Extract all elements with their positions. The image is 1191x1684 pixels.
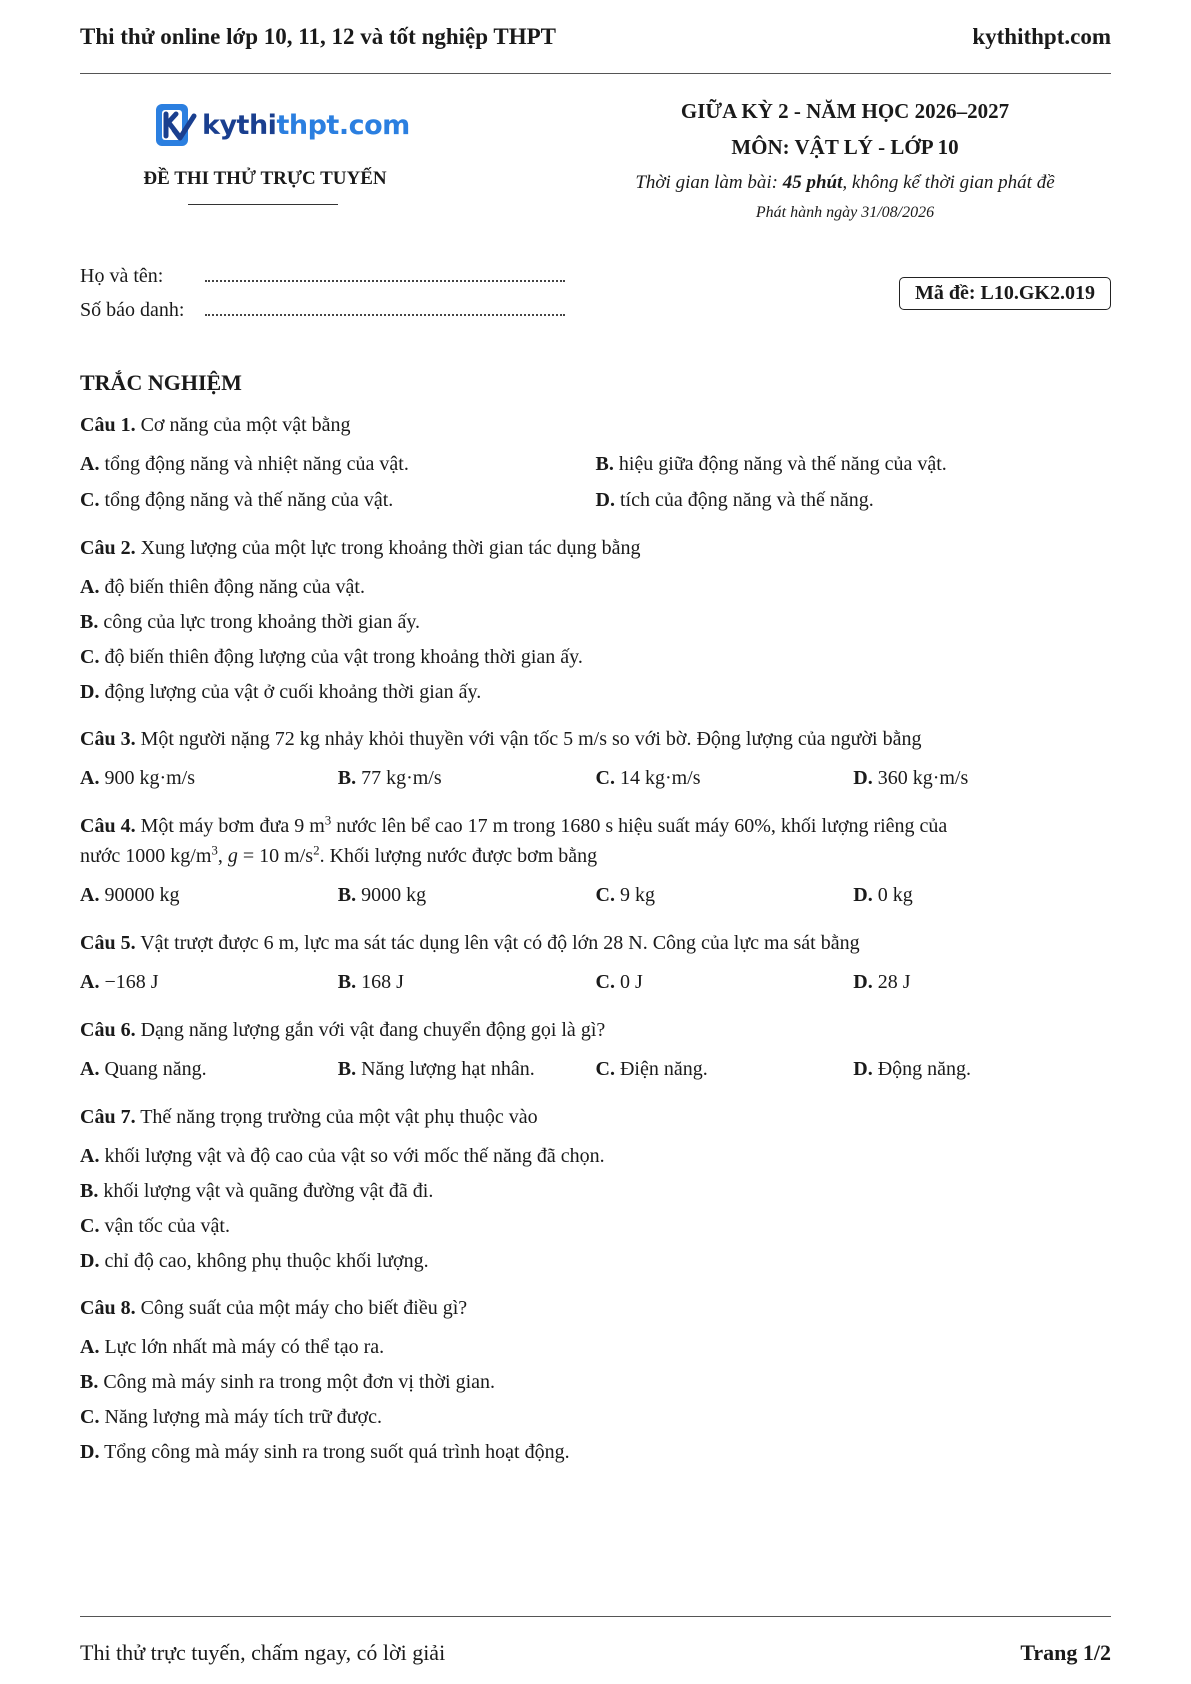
question-1 [80, 410, 1111, 521]
logo-text-part-1: kythi [202, 109, 277, 141]
question-3 [80, 724, 1111, 799]
option-a[interactable] [80, 1332, 1111, 1367]
option-text: Công mà máy sinh ra trong một đơn vị thời gian. [98, 1371, 496, 1393]
option-text: 900 kg·m/s [99, 767, 196, 789]
option-key: B. [80, 611, 99, 633]
options [80, 880, 1111, 916]
question-text-part [80, 811, 1111, 841]
question-5 [80, 928, 1111, 1003]
question-text-part: g [227, 845, 238, 867]
question-text-part: nước 1000 kg/m [80, 845, 212, 867]
question-stem [80, 533, 1111, 563]
options [80, 449, 1111, 521]
option-text: tổng động năng và thế năng của vật. [99, 489, 394, 511]
question-list [80, 410, 1111, 1484]
option-key: B. [337, 1058, 357, 1080]
question-7 [80, 1102, 1111, 1281]
option-text: 360 kg·m/s [872, 767, 969, 789]
exam-type-underline [188, 204, 338, 205]
question-stem [80, 724, 1111, 754]
question-text-part: Một máy bơm đưa 9 m [135, 815, 325, 837]
option-b[interactable] [80, 1176, 1111, 1211]
name-blank[interactable] [205, 266, 565, 282]
id-blank[interactable] [205, 300, 565, 316]
option-text: tổng động năng và nhiệt năng của vật. [99, 453, 409, 475]
question-text-part: = 10 m/s [237, 845, 314, 867]
option-text: Tổng công mà máy sinh ra trong suốt quá trình hoạt động. [99, 1441, 570, 1463]
question-text: Xung lượng của một lực trong khoảng thời gian tác dụng bằng [135, 537, 641, 559]
option-d[interactable] [80, 1246, 1111, 1281]
options [80, 1332, 1111, 1472]
question-text: Cơ năng của một vật bằng [135, 414, 351, 436]
option-a[interactable] [80, 1141, 1111, 1176]
question-stem [80, 1015, 1111, 1045]
header-left-text: Thi thử online lớp 10, 11, 12 và tốt nghiệp THPT [80, 24, 556, 49]
question-text: Thế năng trọng trường của một vật phụ thuộc vào [135, 1106, 538, 1128]
footer-tagline: Thi thử trực tuyến, chấm ngay, có lời giải [80, 1640, 446, 1665]
option-b[interactable] [80, 607, 1111, 642]
option-text: khối lượng vật và độ cao của vật so với mốc thế năng đã chọn. [99, 1145, 605, 1167]
option-key: B. [337, 767, 357, 789]
option-text: động lượng của vật ở cuối khoảng thời gian ấy. [99, 681, 482, 703]
option-b[interactable] [338, 880, 596, 916]
option-a[interactable] [80, 572, 1111, 607]
question-stem [80, 1293, 1111, 1323]
question-number: Câu 2. [80, 537, 136, 559]
question-text: Một người nặng 72 kg nhảy khỏi thuyền với vận tốc 5 m/s so với bờ. Động lượng của người bằng [135, 728, 922, 750]
footer-divider [80, 1616, 1111, 1617]
option-key: C. [595, 767, 615, 789]
section-title: TRẮC NGHIỆM [80, 370, 242, 395]
option-d[interactable] [80, 1437, 1111, 1472]
option-c[interactable] [80, 1211, 1111, 1246]
option-key: C. [80, 646, 100, 668]
exam-duration [560, 168, 1130, 198]
option-b[interactable] [80, 1367, 1111, 1402]
option-text: 0 J [614, 971, 643, 993]
options [80, 1054, 1111, 1090]
question-number: Câu 8. [80, 1297, 136, 1319]
option-text: Quang năng. [99, 1058, 207, 1080]
question-number: Câu 4. [80, 815, 136, 837]
page-header [80, 22, 1111, 52]
option-text: Động năng. [872, 1058, 972, 1080]
question-2 [80, 533, 1111, 712]
question-text: Công suất của một máy cho biết điều gì? [135, 1297, 468, 1319]
student-info [80, 265, 565, 333]
option-key: C. [595, 971, 615, 993]
page-footer [80, 1640, 1111, 1666]
options [80, 763, 1111, 799]
option-key: A. [80, 1336, 100, 1358]
exam-code-badge: Mã đề: L10.GK2.019 [899, 277, 1111, 310]
logo-wordmark [202, 110, 410, 141]
option-text: công của lực trong khoảng thời gian ấy. [98, 611, 421, 633]
option-key: D. [80, 681, 100, 703]
option-c[interactable] [596, 1054, 854, 1090]
exam-title-line-2: MÔN: VẬT LÝ - LỚP 10 [731, 135, 959, 159]
option-c[interactable] [596, 880, 854, 916]
duration-suffix: , không kể thời gian phát đề [842, 172, 1055, 193]
logo-text-part-2: thpt.com [276, 109, 410, 141]
option-key: A. [80, 971, 100, 993]
option-key: B. [80, 1371, 99, 1393]
question-stem [80, 928, 1111, 958]
option-text: vận tốc của vật. [99, 1215, 230, 1237]
logo-mark-icon [152, 100, 198, 150]
name-label: Họ và tên: [80, 265, 164, 287]
option-d[interactable] [596, 485, 1112, 521]
option-b[interactable] [596, 449, 1112, 485]
option-key: B. [595, 453, 614, 475]
option-key: C. [80, 489, 100, 511]
question-stem [80, 811, 1111, 871]
option-key: B. [80, 1180, 99, 1202]
option-d[interactable] [80, 677, 1111, 712]
option-a[interactable] [80, 763, 338, 799]
option-text: Lực lớn nhất mà máy có thể tạo ra. [99, 1336, 385, 1358]
option-key: B. [337, 971, 357, 993]
option-key: A. [80, 576, 100, 598]
option-key: A. [80, 1058, 100, 1080]
option-key: C. [80, 1215, 100, 1237]
site-logo[interactable] [152, 100, 410, 150]
option-c[interactable] [80, 1402, 1111, 1437]
option-c[interactable] [596, 763, 854, 799]
exam-title-line-1: GIỮA KỲ 2 - NĂM HỌC 2026–2027 [680, 99, 1010, 123]
option-key: A. [80, 884, 100, 906]
exam-heading [560, 96, 1130, 228]
superscript: 2 [313, 842, 320, 858]
option-text: khối lượng vật và quãng đường vật đã đi. [98, 1180, 434, 1202]
header-divider [80, 73, 1111, 74]
superscript: 3 [324, 812, 332, 828]
question-8 [80, 1293, 1111, 1472]
option-key: A. [80, 1145, 100, 1167]
option-d[interactable] [853, 763, 1111, 799]
question-number: Câu 7. [80, 1106, 136, 1128]
question-6 [80, 1015, 1111, 1090]
page-number: Trang 1/2 [1020, 1640, 1111, 1665]
question-text-part: . Khối lượng nước được bơm bằng [319, 845, 598, 867]
exam-type-label: ĐỀ THI THỬ TRỰC TUYẾN [143, 168, 387, 189]
option-c[interactable] [80, 642, 1111, 677]
option-c[interactable] [596, 967, 854, 1003]
id-row [80, 299, 565, 333]
question-stem [80, 1102, 1111, 1132]
option-b[interactable] [338, 763, 596, 799]
question-text: Dạng năng lượng gắn với vật đang chuyển động gọi là gì? [135, 1019, 606, 1041]
option-key: D. [853, 971, 873, 993]
option-text: 14 kg·m/s [614, 767, 701, 789]
options [80, 572, 1111, 712]
option-text: Năng lượng hạt nhân. [356, 1058, 535, 1080]
option-a[interactable] [80, 1054, 338, 1090]
option-key: D. [80, 1250, 100, 1272]
option-a[interactable] [80, 967, 338, 1003]
option-key: C. [80, 1406, 100, 1428]
option-key: C. [595, 884, 615, 906]
option-text: độ biến thiên động năng của vật. [99, 576, 365, 598]
option-text: hiệu giữa động năng và thế năng của vật. [613, 453, 947, 475]
option-key: D. [853, 1058, 873, 1080]
option-key: B. [337, 884, 357, 906]
option-b[interactable] [338, 1054, 596, 1090]
option-text: 0 kg [872, 884, 913, 906]
option-text: độ biến thiên động lượng của vật trong khoảng thời gian ấy. [99, 646, 583, 668]
option-a[interactable] [80, 449, 596, 485]
question-number: Câu 3. [80, 728, 136, 750]
option-key: D. [595, 489, 615, 511]
duration-value: 45 phút [782, 172, 843, 193]
question-text-part: nước lên bể cao 17 m trong 1680 s hiệu suất máy 60%, khối lượng riêng của [331, 815, 948, 837]
option-key: D. [853, 884, 873, 906]
option-key: D. [80, 1441, 100, 1463]
question-4 [80, 811, 1111, 916]
option-a[interactable] [80, 880, 338, 916]
option-key: A. [80, 453, 100, 475]
superscript: 3 [211, 842, 218, 858]
option-text: 168 J [356, 971, 404, 993]
release-date: Phát hành ngày 31/08/2026 [755, 204, 935, 221]
duration-prefix: Thời gian làm bài: [635, 172, 783, 193]
option-d[interactable] [853, 967, 1111, 1003]
option-d[interactable] [853, 880, 1111, 916]
option-text: chỉ độ cao, không phụ thuộc khối lượng. [99, 1250, 429, 1272]
question-text-part [80, 841, 1111, 871]
option-text: −168 J [99, 971, 159, 993]
question-number: Câu 5. [80, 932, 136, 954]
option-text: Năng lượng mà máy tích trữ được. [99, 1406, 382, 1428]
option-key: A. [80, 767, 100, 789]
option-key: D. [853, 767, 873, 789]
question-stem [80, 410, 1111, 440]
option-text: Điện năng. [614, 1058, 708, 1080]
question-number: Câu 1. [80, 414, 136, 436]
option-key: C. [595, 1058, 615, 1080]
option-text: 9000 kg [356, 884, 427, 906]
name-row [80, 265, 565, 299]
question-number: Câu 6. [80, 1019, 136, 1041]
exam-page [80, 0, 1111, 1684]
header-site-link[interactable]: kythithpt.com [972, 24, 1111, 49]
question-text-part: , [217, 845, 228, 867]
option-text: 9 kg [614, 884, 655, 906]
option-text: 28 J [872, 971, 911, 993]
option-b[interactable] [338, 967, 596, 1003]
option-d[interactable] [853, 1054, 1111, 1090]
option-text: tích của động năng và thế năng. [614, 489, 874, 511]
option-text: 77 kg·m/s [356, 767, 442, 789]
option-text: 90000 kg [99, 884, 180, 906]
id-label: Số báo danh: [80, 299, 185, 321]
option-c[interactable] [80, 485, 596, 521]
options [80, 1141, 1111, 1281]
question-text: Vật trượt được 6 m, lực ma sát tác dụng lên vật có độ lớn 28 N. Công của lực ma sát bằng [135, 932, 860, 954]
options [80, 967, 1111, 1003]
